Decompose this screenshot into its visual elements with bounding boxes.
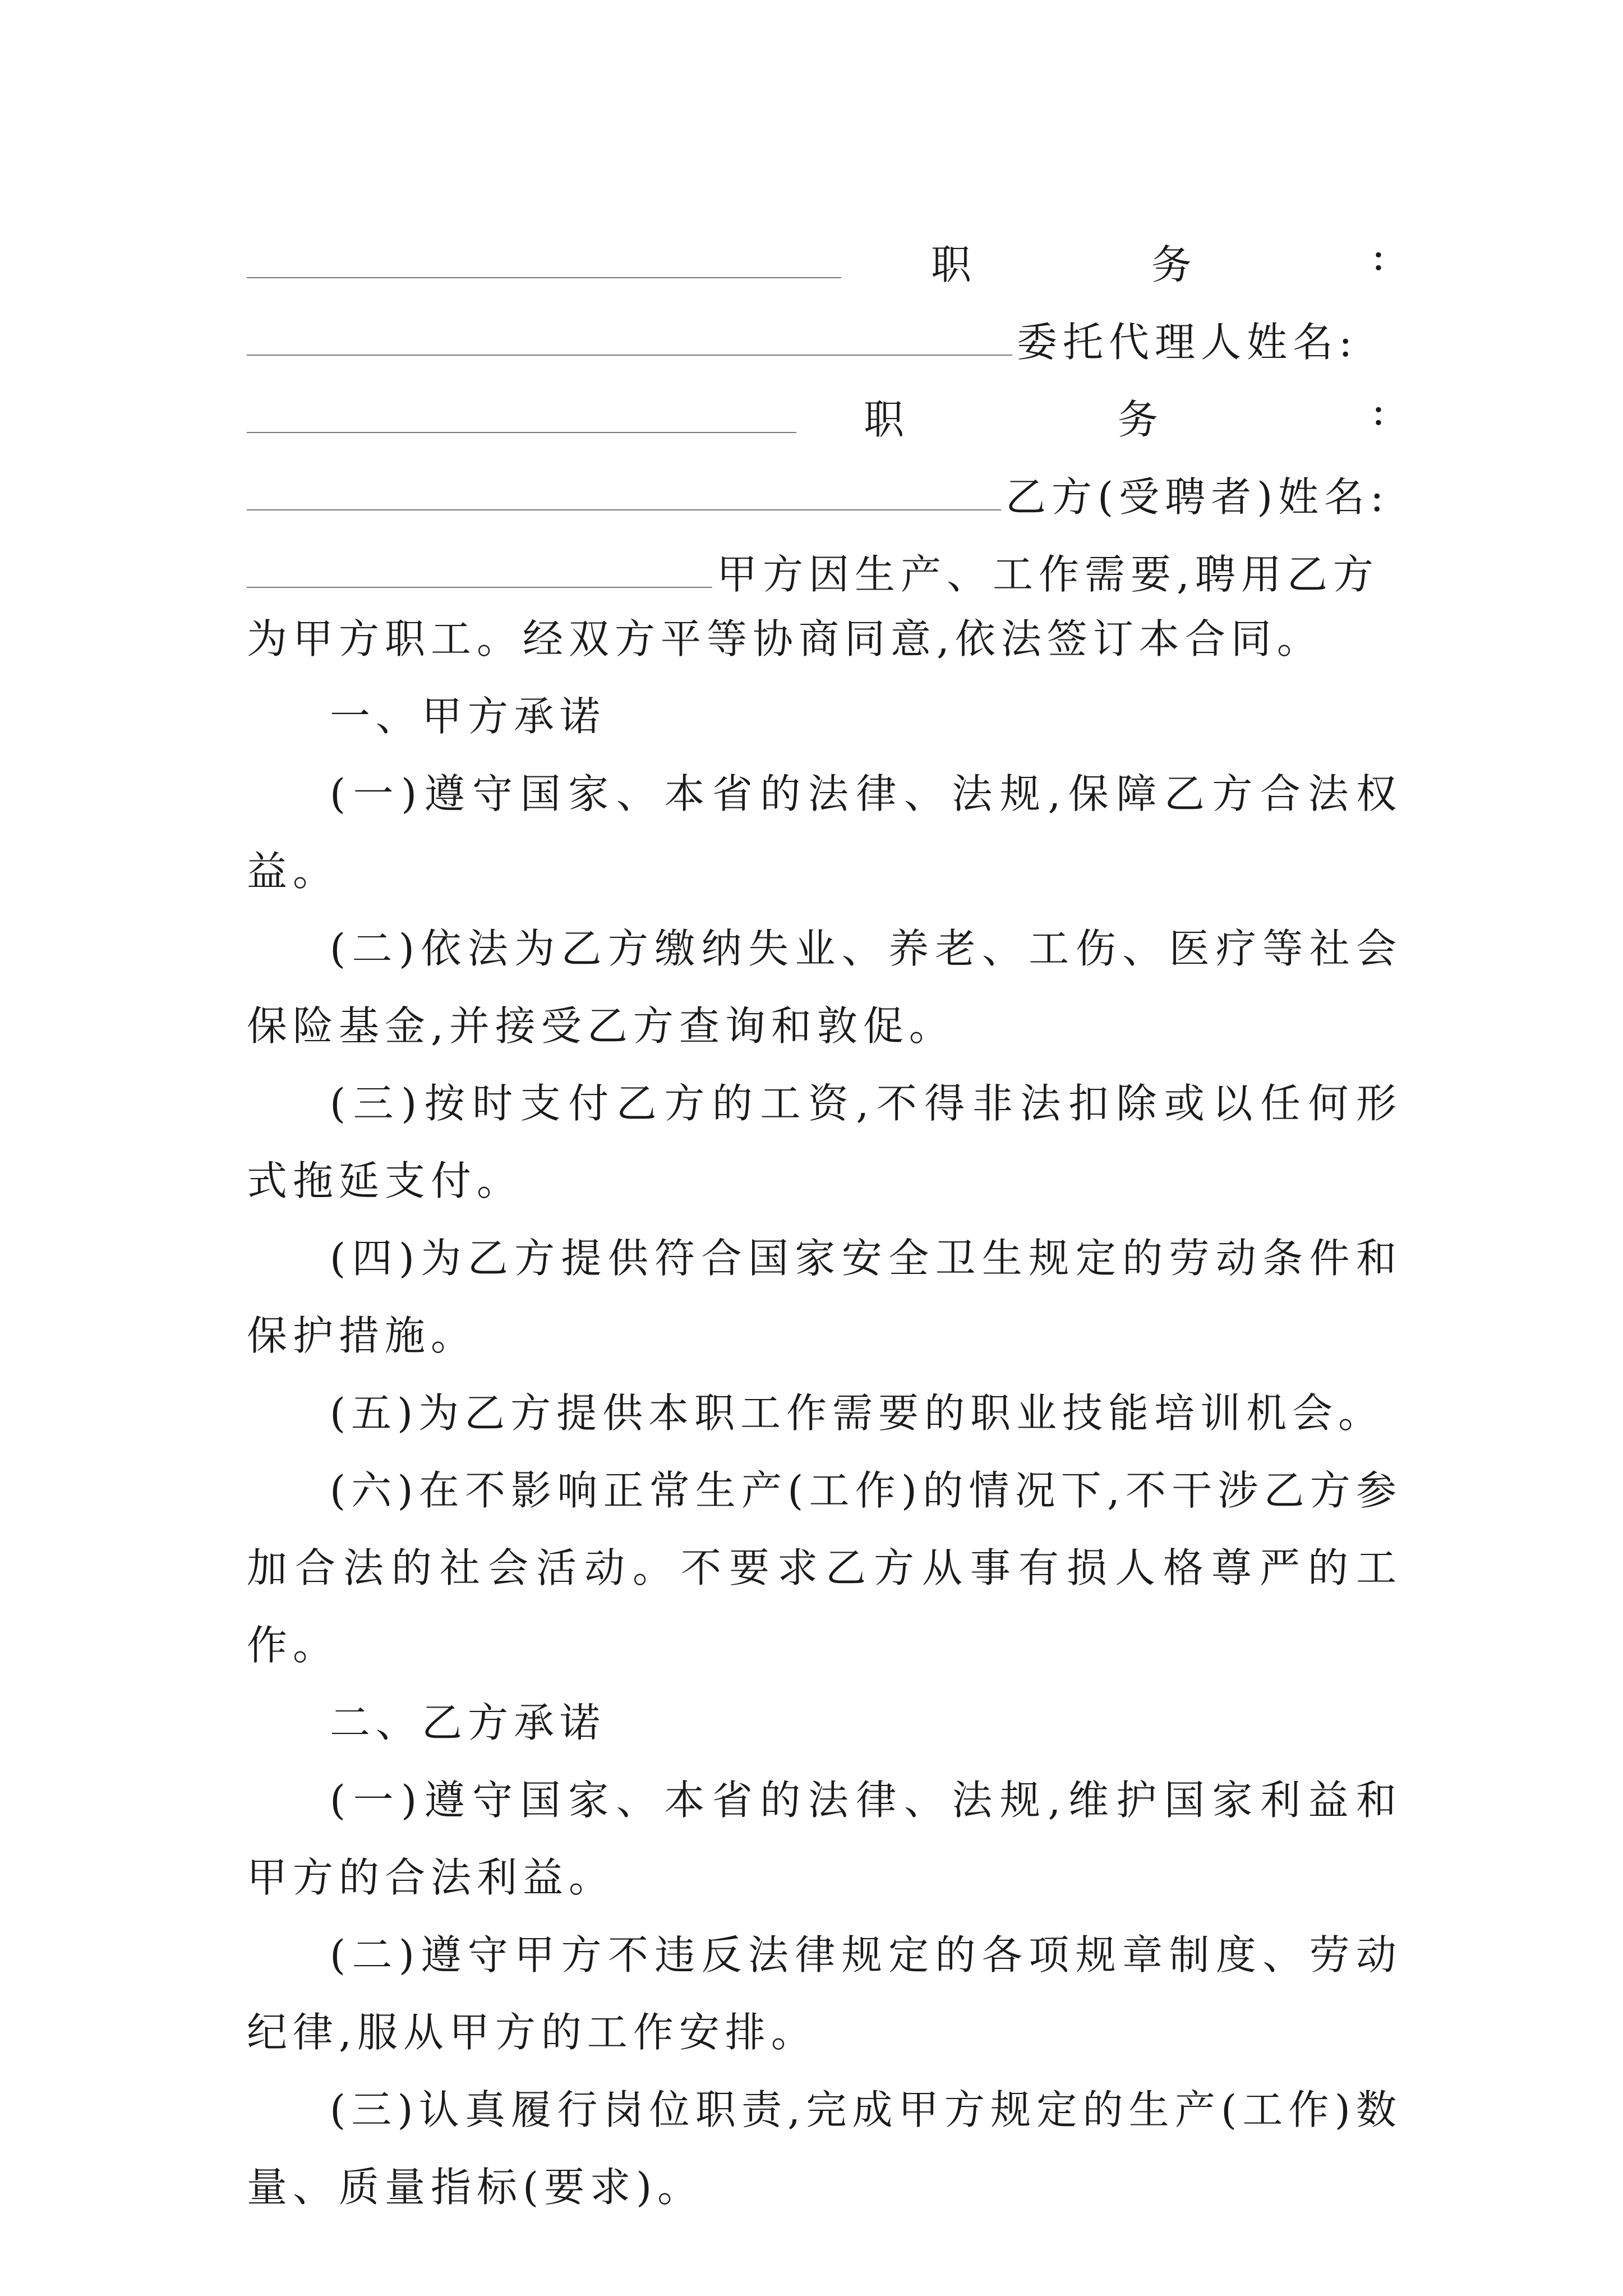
employee-name-field-row	[247, 445, 1402, 523]
section-1-item-3: (三)按时支付乙方的工资,不得非法扣除或以任何形式拖延支付。	[247, 1080, 1402, 1204]
section-2-item-2: (二)遵守甲方不违反法律规定的各项规章制度、劳动纪律,服从甲方的工作安排。	[247, 1931, 1402, 2056]
position-field-row	[247, 213, 1402, 291]
agent-position-label: 职 务 :	[864, 387, 1391, 443]
agent-position-blank[interactable]	[247, 431, 796, 433]
employee-name-blank[interactable]	[247, 509, 1001, 510]
employee-name-value-blank[interactable]	[247, 586, 712, 588]
position-blank[interactable]	[247, 277, 841, 278]
section-1-item-6: (六)在不影响正常生产(工作)的情况下,不干涉乙方参加合法的社会活动。不要求乙方从事有损人格尊严的工作。	[247, 1467, 1402, 1669]
section-1-item-5: (五)为乙方提供本职工作需要的职业技能培训机会。	[330, 1389, 1385, 1437]
agent-name-field-row	[247, 291, 1402, 368]
intro-text-part-1: 甲方因生产、工作需要,聘用乙方	[717, 551, 1379, 598]
agent-name-blank[interactable]	[247, 354, 1012, 356]
section-1-item-4: (四)为乙方提供符合国家安全卫生规定的劳动条件和保护措施。	[247, 1235, 1402, 1359]
employee-name-label: 乙方(受聘者)姓名:	[1006, 473, 1390, 521]
agent-name-label: 委托代理人姓名:	[1017, 319, 1358, 366]
contract-body	[247, 213, 1402, 2226]
section-2-item-1: (一)遵守国家、本省的法律、法规,维护国家利益和甲方的合法利益。	[247, 1777, 1402, 1901]
section-1-heading: 一、甲方承诺	[330, 693, 606, 740]
section-1-item-2: (二)依法为乙方缴纳失业、养老、工伤、医疗等社会保险基金,并接受乙方查询和敦促。	[247, 925, 1402, 1050]
intro-line-1	[247, 523, 1402, 600]
intro-line-2: 为甲方职工。经双方平等协商同意,依法签订本合同。	[247, 615, 1323, 662]
agent-position-field-row	[247, 368, 1402, 445]
section-2-heading: 二、乙方承诺	[330, 1699, 606, 1746]
section-2-item-3: (三)认真履行岗位职责,完成甲方规定的生产(工作)数量、质量指标(要求)。	[247, 2086, 1402, 2211]
section-1-item-1: (一)遵守国家、本省的法律、法规,保障乙方合法权益。	[247, 770, 1402, 895]
position-label: 职 务 :	[931, 232, 1391, 288]
